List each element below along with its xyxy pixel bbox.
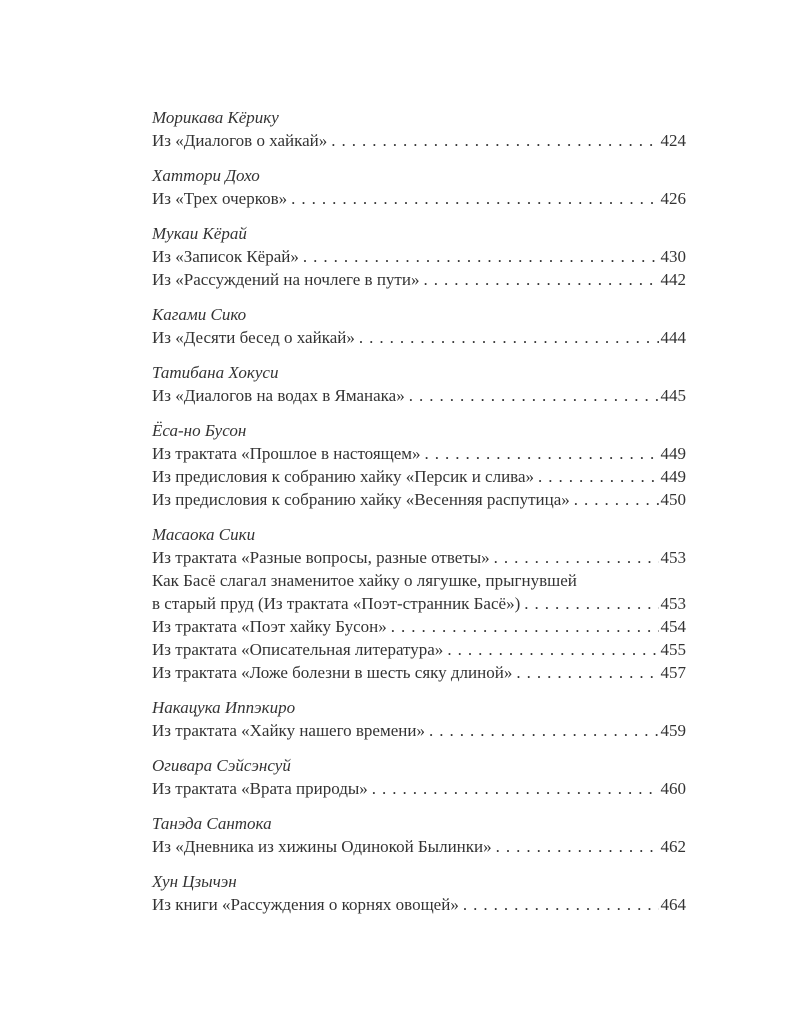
entry-title: Из «Записок Кёрай» <box>152 247 299 266</box>
dot-leader <box>429 719 659 742</box>
toc-entry-line <box>152 129 686 152</box>
dot-leader <box>331 129 658 152</box>
page-number: 454 <box>660 617 686 636</box>
author-name: Танэда Сантока <box>152 814 272 833</box>
toc-entry-line <box>152 615 686 638</box>
entry-title: Из трактата «Хайку нашего времени» <box>152 721 425 740</box>
entry-title: Из книги «Рассуждения о корнях овощей» <box>152 895 459 914</box>
toc-entry-line <box>152 719 686 742</box>
dot-leader <box>538 465 658 488</box>
toc-section <box>152 870 686 916</box>
dot-leader <box>372 777 659 800</box>
toc-entry-line <box>152 661 686 684</box>
page-number: 464 <box>660 895 686 914</box>
page-number: 460 <box>660 779 686 798</box>
toc-entry-line <box>152 777 686 800</box>
dot-leader <box>359 326 659 349</box>
dot-leader <box>391 615 659 638</box>
dot-leader <box>409 384 659 407</box>
author-name: Огивара Сэйсэнсуй <box>152 756 291 775</box>
entry-title: в старый пруд (Из трактата «Поэт-странник Басё») <box>152 594 521 613</box>
toc-entry <box>152 268 686 291</box>
toc-entry-line <box>152 442 686 465</box>
toc-entry-line <box>152 546 686 569</box>
dot-leader <box>425 442 659 465</box>
toc-entry <box>152 326 686 349</box>
entry-title: Из «Дневника из хижины Одинокой Былинки» <box>152 837 492 856</box>
entry-title: Из трактата «Разные вопросы, разные ответы» <box>152 548 490 567</box>
page-number: 430 <box>660 247 686 266</box>
toc-entry-line <box>152 488 686 511</box>
dot-leader <box>494 546 659 569</box>
entry-title: Из «Десяти бесед о хайкай» <box>152 328 355 347</box>
page-number: 462 <box>660 837 686 856</box>
author-name: Накацука Иппэкиро <box>152 698 296 717</box>
page-number: 426 <box>660 189 686 208</box>
toc-section <box>152 164 686 210</box>
dot-leader <box>303 245 659 268</box>
entry-title: Из предисловия к собранию хайку «Персик и слива» <box>152 467 535 486</box>
entry-title: Из «Диалогов на водах в Яманака» <box>152 386 405 405</box>
dot-leader <box>423 268 658 291</box>
page-number: 457 <box>660 663 686 682</box>
toc-entry <box>152 569 686 615</box>
author-name: Масаока Сики <box>152 525 256 544</box>
author-name: Ёса-но Бусон <box>152 421 247 440</box>
dot-leader <box>516 661 658 684</box>
page-number: 445 <box>660 386 686 405</box>
toc-section <box>152 419 686 511</box>
toc-section <box>152 106 686 152</box>
dot-leader <box>463 893 659 916</box>
page-number: 455 <box>660 640 686 659</box>
toc-section <box>152 361 686 407</box>
toc-entry-line <box>152 326 686 349</box>
dot-leader <box>574 488 659 511</box>
page-number: 424 <box>660 131 686 150</box>
author-name: Мукаи Кёрай <box>152 224 247 243</box>
page-number: 450 <box>660 490 686 509</box>
toc-entry-line <box>152 245 686 268</box>
toc-section <box>152 523 686 684</box>
author-name: Морикава Кёрику <box>152 108 279 127</box>
toc-entry-line <box>152 384 686 407</box>
author-name: Хун Цзычэн <box>152 872 237 891</box>
toc-entry <box>152 442 686 465</box>
toc-entry <box>152 661 686 684</box>
toc-entry <box>152 777 686 800</box>
entry-title: Из трактата «Поэт хайку Бусон» <box>152 617 387 636</box>
toc-entry-line <box>152 592 686 615</box>
entry-title: Из «Трех очерков» <box>152 189 288 208</box>
toc-entry <box>152 245 686 268</box>
entry-title: Из «Рассуждений на ночлеге в пути» <box>152 270 420 289</box>
page-number: 459 <box>660 721 686 740</box>
entry-title: Из «Диалогов о хайкай» <box>152 131 328 150</box>
toc-list <box>152 106 686 916</box>
toc-entry <box>152 546 686 569</box>
entry-title: Из трактата «Описательная литература» <box>152 640 444 659</box>
toc-section <box>152 696 686 742</box>
toc-entry <box>152 465 686 488</box>
toc-entry <box>152 893 686 916</box>
entry-title: Из трактата «Прошлое в настоящем» <box>152 444 421 463</box>
toc-entry-line <box>152 638 686 661</box>
toc-entry-line <box>152 187 686 210</box>
entry-title: Из трактата «Ложе болезни в шесть сяку длиной» <box>152 663 513 682</box>
author-name: Хаттори Дохо <box>152 166 260 185</box>
toc-entry-line <box>152 893 686 916</box>
entry-title: Из трактата «Врата природы» <box>152 779 368 798</box>
toc-entry-line <box>152 268 686 291</box>
toc-entry <box>152 488 686 511</box>
toc-entry <box>152 384 686 407</box>
entry-title: Из предисловия к собранию хайку «Весенняя распутица» <box>152 490 570 509</box>
toc-section <box>152 812 686 858</box>
dot-leader <box>524 592 658 615</box>
toc-section <box>152 222 686 291</box>
toc-entry <box>152 835 686 858</box>
toc-entry <box>152 129 686 152</box>
author-name: Татибана Хокуси <box>152 363 279 382</box>
page-number: 449 <box>660 444 686 463</box>
author-name: Кагами Сико <box>152 305 247 324</box>
toc-entry <box>152 719 686 742</box>
dot-leader <box>291 187 658 210</box>
entry-title-wrap-line: Как Басё слагал знаменитое хайку о лягушке, прыгнувшей <box>152 571 577 590</box>
dot-leader <box>496 835 659 858</box>
page-number: 453 <box>660 548 686 567</box>
toc-section <box>152 303 686 349</box>
toc-entry-line <box>152 465 686 488</box>
toc-entry <box>152 638 686 661</box>
page-number: 449 <box>660 467 686 486</box>
dot-leader <box>447 638 658 661</box>
page-number: 453 <box>660 594 686 613</box>
page-number: 442 <box>660 270 686 289</box>
toc-entry-line <box>152 835 686 858</box>
page-number: 444 <box>660 328 686 347</box>
toc-entry <box>152 187 686 210</box>
toc-section <box>152 754 686 800</box>
toc-entry <box>152 615 686 638</box>
